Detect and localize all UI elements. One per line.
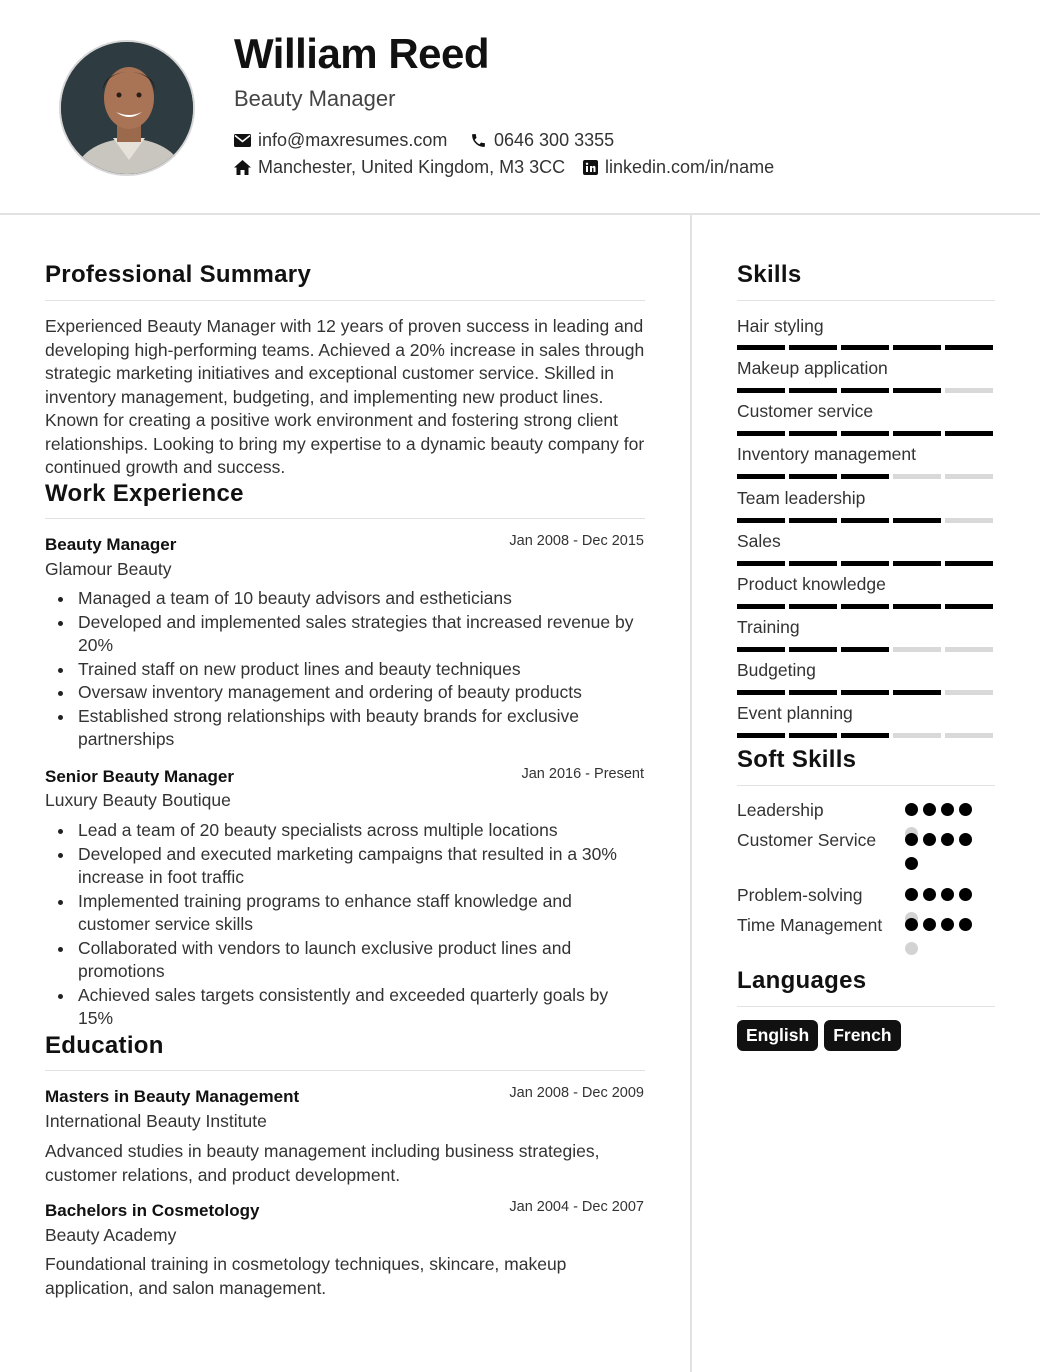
soft-skill-dot — [905, 918, 918, 931]
skill-level-bar — [737, 733, 993, 738]
skill-level-segment — [737, 474, 785, 479]
phone-text[interactable]: 0646 300 3355 — [494, 130, 615, 150]
resume-header — [0, 0, 1040, 215]
skill-level-segment — [841, 690, 889, 695]
skill-level-segment — [893, 431, 941, 436]
skill-level-bar — [737, 690, 993, 695]
skill-level-bar — [737, 604, 993, 609]
skills-rule — [737, 300, 995, 301]
soft-skill-dot — [905, 803, 918, 816]
language-badge: French — [824, 1020, 900, 1051]
skill-level-segment — [945, 733, 993, 738]
skill-level-bar — [737, 518, 993, 523]
school-name: International Beauty Institute — [45, 1111, 267, 1131]
candidate-name: William Reed — [234, 30, 490, 77]
skill-level-segment — [841, 604, 889, 609]
degree-title: Bachelors in Cosmetology — [45, 1201, 260, 1220]
soft-skill-dot — [923, 803, 936, 816]
experience-rule — [45, 518, 645, 519]
skills-heading: Skills — [737, 261, 802, 288]
education-dates: Jan 2008 - Dec 2009 — [509, 1085, 644, 1101]
skill-level-segment — [737, 604, 785, 609]
skill-level-segment — [789, 690, 837, 695]
soft-skill-dot — [923, 888, 936, 901]
skill-name: Budgeting — [737, 660, 816, 680]
job-dates: Jan 2008 - Dec 2015 — [509, 533, 644, 549]
job-title: Senior Beauty Manager — [45, 767, 234, 786]
list-item: Trained staff on new product lines and beauty techniques — [45, 658, 645, 682]
job-dates: Jan 2016 - Present — [521, 766, 644, 782]
soft-skill-dot — [959, 803, 972, 816]
skill-level-segment — [893, 604, 941, 609]
soft-skill-dot — [923, 833, 936, 846]
phone-icon — [470, 132, 487, 149]
list-item: Collaborated with vendors to launch exclusive product lines and promotions — [45, 937, 645, 984]
skill-level-segment — [893, 518, 941, 523]
soft-skill-name: Leadership — [737, 800, 824, 820]
soft-skill-dot — [941, 803, 954, 816]
job-bullets — [45, 587, 645, 752]
skill-level-segment — [893, 690, 941, 695]
education-heading: Education — [45, 1032, 164, 1059]
soft-skill-dot — [905, 857, 918, 870]
job-company: Glamour Beauty — [45, 559, 172, 579]
skill-level-segment — [841, 561, 889, 566]
skill-level-segment — [789, 345, 837, 350]
home-icon — [234, 160, 251, 175]
column-divider — [690, 215, 692, 1372]
skill-name: Inventory management — [737, 444, 916, 464]
skill-level-segment — [737, 388, 785, 393]
skill-name: Event planning — [737, 703, 853, 723]
soft-skill-dots — [905, 888, 985, 902]
soft-skill-dot — [959, 888, 972, 901]
list-item: Implemented training programs to enhance staff knowledge and customer service skills — [45, 890, 645, 937]
job-bullets — [45, 819, 645, 1031]
skill-name: Makeup application — [737, 358, 888, 378]
envelope-icon — [234, 134, 251, 147]
skill-level-segment — [737, 431, 785, 436]
avatar-illustration — [61, 42, 195, 176]
education-rule — [45, 1070, 645, 1071]
skill-level-segment — [841, 647, 889, 652]
skill-level-bar — [737, 345, 993, 350]
summary-heading: Professional Summary — [45, 261, 312, 288]
soft-skill-dots — [905, 918, 985, 958]
skill-level-segment — [945, 604, 993, 609]
soft-skill-dot — [905, 942, 918, 955]
skill-level-segment — [789, 518, 837, 523]
linkedin-text[interactable]: linkedin.com/in/name — [605, 157, 775, 177]
summary-text: Experienced Beauty Manager with 12 years of proven success in leading and developing high-performing teams. Achieved a 20% increase in sales through strategic marketing initiatives and exceptional customer service. Skilled in inventory management, budgeting, and implementing new product lines. Known for creating a positive work environment and fostering strong client relationships. Looking to bring my expertise to a dynamic beauty company for continued growth and success. — [45, 316, 645, 477]
skill-level-bar — [737, 474, 993, 479]
skill-level-bar — [737, 431, 993, 436]
skill-level-segment — [737, 690, 785, 695]
list-item: Achieved sales targets consistently and exceeded quarterly goals by 15% — [45, 984, 645, 1031]
soft-skill-dot — [959, 833, 972, 846]
skill-level-segment — [841, 518, 889, 523]
candidate-title: Beauty Manager — [234, 86, 396, 111]
skill-level-segment — [841, 431, 889, 436]
soft-skill-dot — [905, 888, 918, 901]
skill-level-segment — [737, 518, 785, 523]
education-dates: Jan 2004 - Dec 2007 — [509, 1199, 644, 1215]
skill-level-segment — [841, 474, 889, 479]
skill-level-segment — [893, 561, 941, 566]
soft-skill-dots — [905, 833, 985, 873]
education-description: Advanced studies in beauty management including business strategies, customer relations, and product development. — [45, 1141, 600, 1185]
skill-level-segment — [841, 388, 889, 393]
skill-level-bar — [737, 561, 993, 566]
soft-skill-dot — [941, 888, 954, 901]
skill-level-bar — [737, 388, 993, 393]
skill-level-segment — [737, 345, 785, 350]
education-description: Foundational training in cosmetology techniques, skincare, makeup application, and salon management. — [45, 1254, 567, 1298]
skill-name: Sales — [737, 531, 781, 551]
soft-skill-dots — [905, 803, 985, 817]
skill-level-segment — [945, 431, 993, 436]
soft-skills-heading: Soft Skills — [737, 746, 857, 773]
skill-level-segment — [789, 604, 837, 609]
job-title: Beauty Manager — [45, 535, 177, 554]
skill-level-segment — [945, 388, 993, 393]
skill-level-segment — [789, 431, 837, 436]
list-item: Managed a team of 10 beauty advisors and estheticians — [45, 587, 645, 611]
skill-level-segment — [893, 345, 941, 350]
language-badge: English — [737, 1020, 818, 1051]
experience-heading: Work Experience — [45, 480, 244, 507]
skill-level-segment — [945, 690, 993, 695]
skill-level-segment — [789, 388, 837, 393]
skill-name: Team leadership — [737, 488, 866, 508]
soft-skill-dot — [959, 918, 972, 931]
skill-level-segment — [789, 561, 837, 566]
skill-level-segment — [737, 733, 785, 738]
skill-level-segment — [789, 474, 837, 479]
soft-skills-rule — [737, 785, 995, 786]
skill-level-segment — [945, 647, 993, 652]
list-item: Developed and executed marketing campaigns that resulted in a 30% increase in foot traffic — [45, 843, 645, 890]
list-item: Developed and implemented sales strategies that increased revenue by 20% — [45, 611, 645, 658]
address-text: Manchester, United Kingdom, M3 3CC — [258, 157, 566, 177]
degree-title: Masters in Beauty Management — [45, 1087, 300, 1106]
skill-name: Hair styling — [737, 316, 824, 336]
school-name: Beauty Academy — [45, 1225, 177, 1245]
skill-level-segment — [893, 474, 941, 479]
list-item: Oversaw inventory management and ordering of beauty products — [45, 681, 645, 705]
soft-skill-name: Problem-solving — [737, 885, 863, 905]
summary-rule — [45, 300, 645, 301]
skill-level-segment — [893, 733, 941, 738]
skill-level-segment — [893, 647, 941, 652]
contact-address — [234, 157, 565, 178]
contact-phone[interactable] — [470, 130, 614, 151]
skill-level-segment — [945, 518, 993, 523]
language-list — [737, 1020, 901, 1051]
job-company: Luxury Beauty Boutique — [45, 790, 231, 810]
profile-photo — [59, 40, 195, 176]
skill-level-segment — [737, 647, 785, 652]
skill-level-segment — [841, 733, 889, 738]
skill-name: Customer service — [737, 401, 874, 421]
soft-skill-dot — [941, 833, 954, 846]
skill-level-segment — [789, 647, 837, 652]
skill-level-segment — [841, 345, 889, 350]
soft-skill-dot — [923, 918, 936, 931]
contact-linkedin[interactable] — [583, 157, 774, 178]
soft-skill-name: Customer Service — [737, 830, 877, 850]
skill-level-segment — [789, 733, 837, 738]
email-text[interactable]: info@maxresumes.com — [258, 130, 448, 150]
contact-email[interactable] — [234, 130, 447, 151]
list-item: Lead a team of 20 beauty specialists across multiple locations — [45, 819, 645, 843]
skill-level-segment — [945, 474, 993, 479]
skill-level-bar — [737, 647, 993, 652]
list-item: Established strong relationships with beauty brands for exclusive partnerships — [45, 705, 645, 752]
soft-skill-dot — [905, 833, 918, 846]
languages-heading: Languages — [737, 967, 867, 994]
languages-rule — [737, 1006, 995, 1007]
soft-skill-name: Time Management — [737, 915, 883, 935]
linkedin-icon — [583, 160, 598, 175]
skill-level-segment — [945, 345, 993, 350]
skill-name: Training — [737, 617, 800, 637]
skill-level-segment — [945, 561, 993, 566]
skill-name: Product knowledge — [737, 574, 886, 594]
skill-level-segment — [893, 388, 941, 393]
skill-level-segment — [737, 561, 785, 566]
soft-skill-dot — [941, 918, 954, 931]
